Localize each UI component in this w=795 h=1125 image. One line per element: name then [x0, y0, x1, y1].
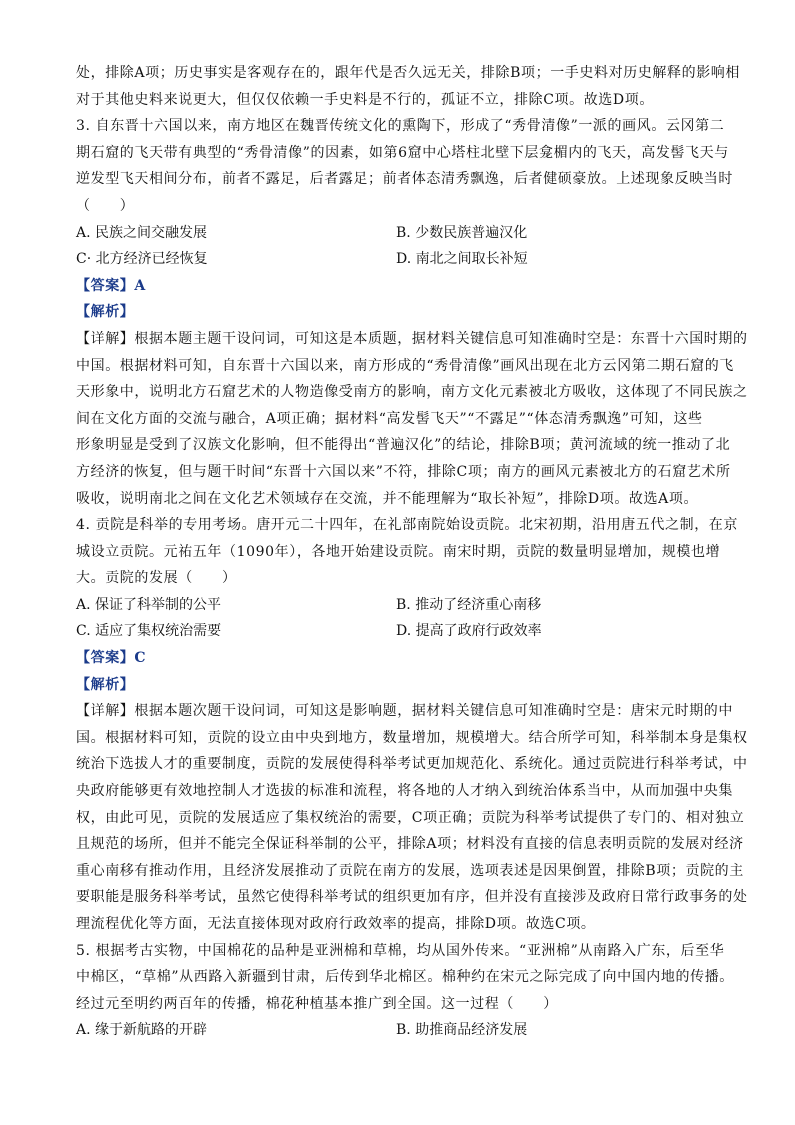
detail-line: 统治下选拔人才的重要制度，贡院的发展使得科举考试更加规范化、系统化。通过贡院进行科举考试，中 — [76, 756, 748, 773]
options-row — [76, 246, 726, 273]
detail-line: 理流程优化等方面，无法直接体现对政府行政效率的提高，排除D项。故选C项。 — [76, 916, 596, 932]
question-3 — [76, 113, 748, 512]
option-a: A. 民族之间交融发展 — [76, 224, 208, 241]
question-4 — [76, 512, 748, 938]
detail-line: 中国。根据材料可知，自东晋十六国以来，南方形成的“秀骨清像”画风出现在北方云冈第二期石窟的飞 — [76, 357, 734, 374]
option-c: C. 适应了集权统治需要 — [76, 623, 222, 640]
question-stem-line: 中棉区，“草棉”从西路入新疆到甘肃，后传到华北棉区。棉种约在宋元之际完成了向中国内地的传播。 — [76, 969, 734, 986]
detail-line: 【详解】根据本题次题干设问词，可知这是影响题，据材料关键信息可知准确时空是：唐宋元时期的中 — [76, 703, 733, 720]
detail-line: 天形象中，说明北方石窟艺术的人物造像受南方的影响，南方文化元素被北方吸收，这体现了不同民族之 — [76, 384, 748, 401]
detail-line: 间在文化方面的交流与融合，A项正确；据材料“高发髻飞天”“不露足”“体态清秀飘逸”可知，这些 — [76, 410, 703, 427]
text-line: 处，排除A项；历史事实是客观存在的，跟年代是否久远无关，排除B项；一手史料对历史解释的影响相 — [76, 65, 740, 81]
option-b: B. 助推商品经济发展 — [396, 1022, 528, 1039]
question-stem-line: 4. 贡院是科举的专用考场。唐开元二十四年，在礼部南院始设贡院。北宋初期，沿用唐五代之制，在京 — [76, 517, 739, 534]
question-stem-line: 城设立贡院。元祐五年（1090年），各地开始建设贡院。南宋时期，贡院的数量明显增加，规模也增 — [76, 543, 721, 560]
detail-line: 且规范的场所，但并不能完全保证科举制的公平，排除A项；材料没有直接的信息表明贡院的发展对经济 — [76, 836, 744, 853]
analysis-label: 【解析】 — [76, 676, 135, 693]
option-d: D. 提高了政府行政效率 — [396, 623, 542, 640]
analysis-label: 【解析】 — [76, 304, 135, 321]
question-stem-line: （ ） — [76, 197, 135, 214]
answer-label: 【答案】C — [76, 650, 147, 667]
detail-line: 要职能是服务科举考试，虽然它使得科举考试的组织更加有序，但并没有直接涉及政府日常行政事务的处 — [76, 889, 748, 906]
question-stem-line: 逆发型飞天相间分布，前者不露足，后者露足；前者体态清秀飘逸，后者健硕豪放。上述现象反映当时 — [76, 171, 733, 188]
option-d: D. 南北之间取长补短 — [396, 251, 528, 268]
options-row — [76, 1017, 726, 1044]
detail-line: 形象明显是受到了汉族文化影响，但不能得出“普遍汉化”的结论，排除B项；黄河流域的统一推动了北 — [76, 437, 731, 454]
options-row — [76, 592, 726, 619]
options-row — [76, 618, 726, 645]
detail-line: 方经济的恢复，但与题干时间“东晋十六国以来”不符，排除C项；南方的画风元素被北方的石窟艺术所 — [76, 463, 731, 480]
detail-line: 央政府能够更有效地控制人才选拔的标准和流程，将各地的人才纳入到统治体系当中，从而加强中央集 — [76, 783, 733, 800]
detail-line: 重心南移有推动作用，且经济发展推动了贡院在南方的发展，选项表述是因果倒置，排除B项；贡院的主 — [76, 862, 744, 879]
document-page — [76, 60, 748, 1044]
option-b: B. 推动了经济重心南移 — [396, 596, 542, 613]
answer-label: 【答案】A — [76, 277, 146, 294]
text-line: 对于其他史料来说更大，但仅仅依赖一手史料是不行的，孤证不立，排除C项。故选D项。 — [76, 91, 654, 108]
question-stem-line: 3. 自东晋十六国以来，南方地区在魏晋传统文化的熏陶下，形成了“秀骨清像”一派的画风。云冈第二 — [76, 118, 725, 135]
question-stem-line: 期石窟的飞天带有典型的“秀骨清像”的因素，如第6窟中心塔柱北壁下层龛楣内的飞天，高发髻飞天与 — [76, 144, 729, 161]
option-c: C· 北方经济已经恢复 — [76, 251, 208, 268]
detail-line: 国。根据材料可知，贡院的设立由中央到地方，数量增加，规模增大。结合所学可知，科举制本身是集权 — [76, 729, 748, 746]
option-b: B. 少数民族普遍汉化 — [396, 224, 528, 241]
detail-line: 吸收，说明南北之间在文化艺术领域存在交流，并不能理解为“取长补短”，排除D项。故选A项。 — [76, 490, 699, 507]
prev-analysis — [76, 60, 740, 113]
question-stem-line: 经过元至明约两百年的传播，棉花种植基本推广到全国。这一过程（ ） — [76, 995, 558, 1012]
option-a: A. 保证了科举制的公平 — [76, 596, 222, 613]
options-row — [76, 220, 726, 247]
question-stem-line: 5. 根据考古实物，中国棉花的品种是亚洲棉和草棉，均从国外传来。“亚洲棉”从南路入广东，后至华 — [76, 942, 725, 959]
option-a: A. 缘于新航路的开辟 — [76, 1022, 208, 1039]
detail-line: 权，由此可见，贡院的发展适应了集权统治的需要，C项正确；贡院为科举考试提供了专门的、相对独立 — [76, 809, 745, 826]
question-5 — [76, 938, 734, 1044]
detail-line: 【详解】根据本题主题干设问词，可知这是本质题，据材料关键信息可知准确时空是：东晋十六国时期的 — [76, 330, 748, 347]
question-stem-line: 大。贡院的发展（ ） — [76, 570, 237, 587]
